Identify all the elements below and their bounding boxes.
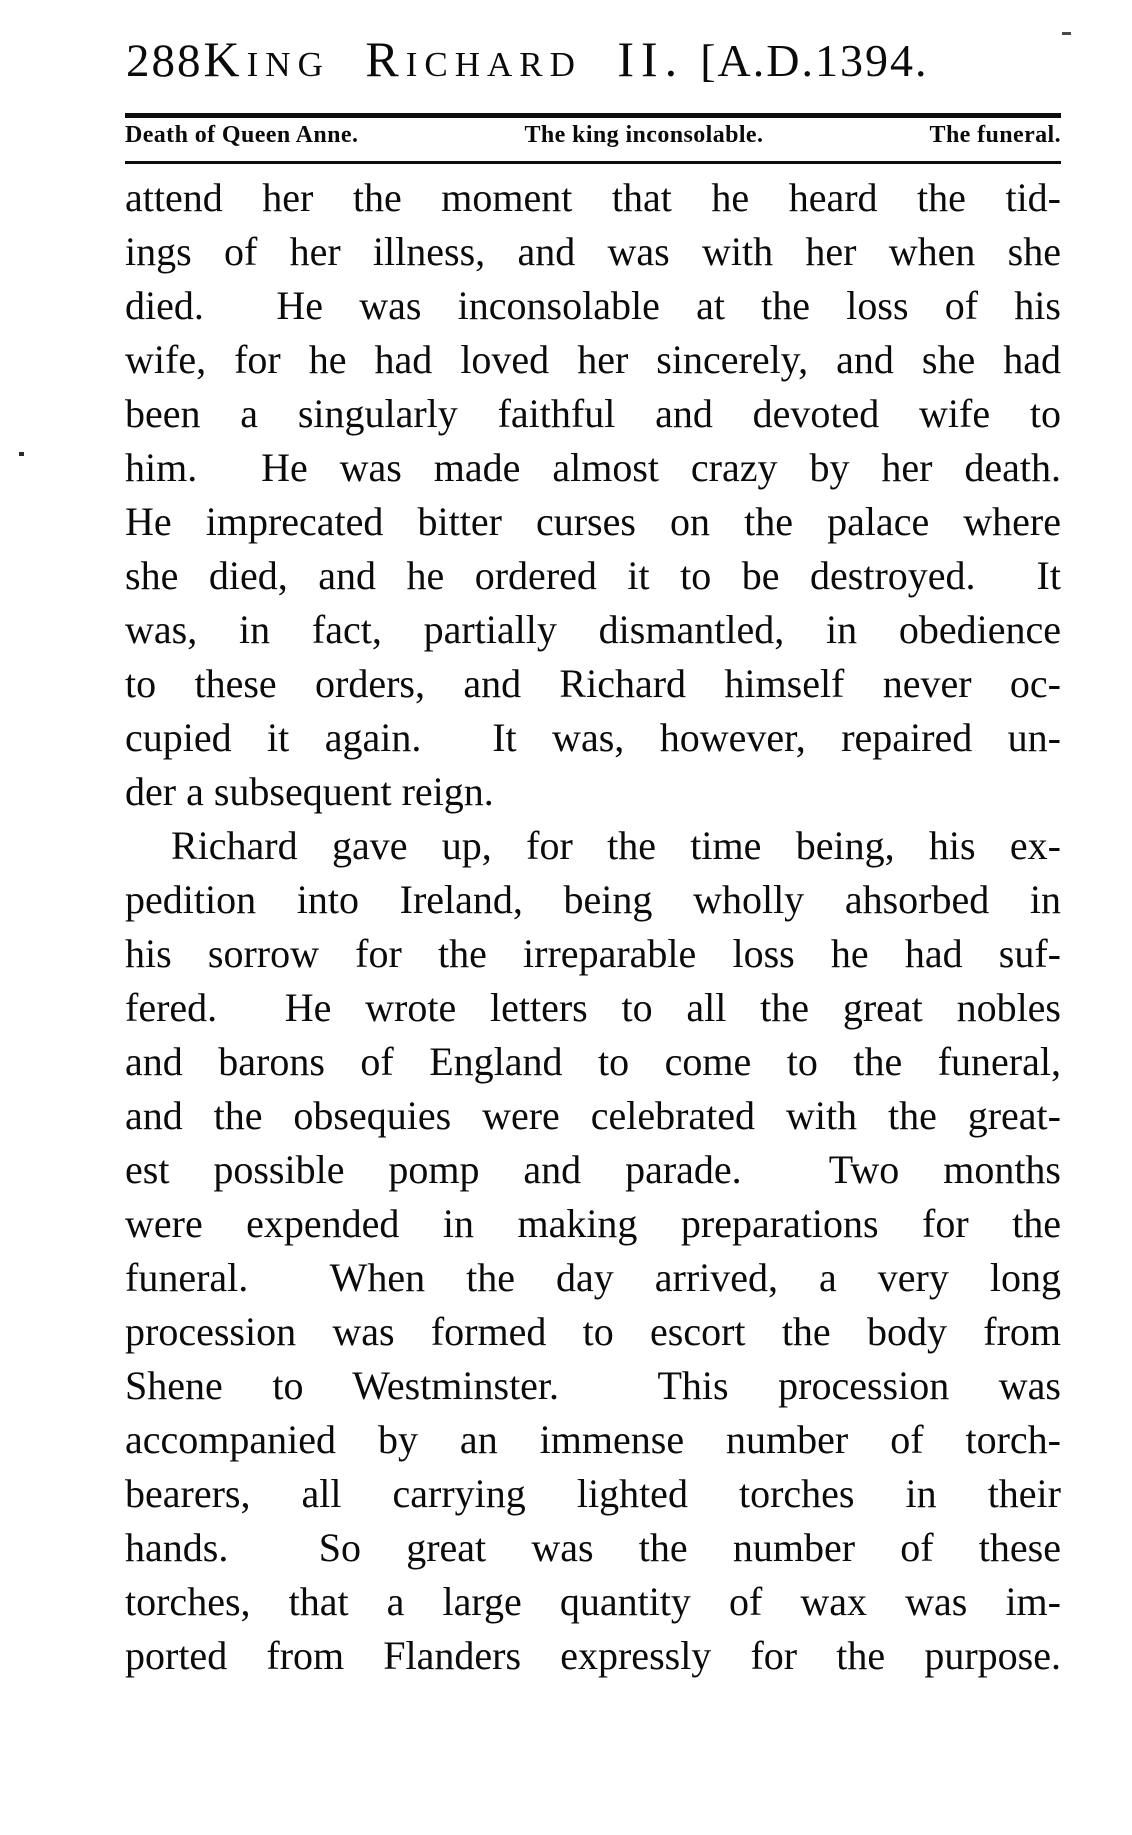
header-rule-top [125,113,1061,118]
text-line: fered. He wrote letters to all the great nobles [125,985,1061,1030]
scan-artifact-dash [1062,32,1071,35]
section-header-center: The king inconsolable. [524,122,764,148]
chapter-title: King Richard II. [203,31,685,87]
text-line: was, in fact, partially dismantled, in obedience [125,607,1061,652]
text-line: to these orders, and Richard himself never oc- [125,661,1061,706]
text-line: been a singularly faithful and devoted wife to [125,391,1061,436]
section-header-left: Death of Queen Anne. [125,122,359,148]
text-line: died. He was inconsolable at the loss of his [125,283,1061,328]
page-number: 288 [126,35,203,87]
text-line-paragraph-end: ported from Flanders expressly for the purpose. [125,1633,1061,1678]
header-rule-bottom [125,161,1061,164]
date-marker: [A.D.1394. [700,35,929,86]
text-line: funeral. When the day arrived, a very long [125,1255,1061,1300]
text-line: his sorrow for the irreparable loss he had suf- [125,931,1061,976]
text-line-paragraph-end: der a subsequent reign. [125,769,494,814]
scan-artifact-dot [19,452,24,456]
text-line: were expended in making preparations for the [125,1201,1061,1246]
text-line: him. He was made almost crazy by her death. [125,445,1061,490]
text-line: bearers, all carrying lighted torches in their [125,1471,1061,1516]
text-line: cupied it again. It was, however, repaired un- [125,715,1061,760]
text-line: pedition into Ireland, being wholly ahsorbed in [125,877,1061,922]
section-headers [125,122,1061,149]
text-line: torches, that a large quantity of wax was im- [125,1579,1061,1624]
text-line: attend her the moment that he heard the tid- [125,175,1061,220]
text-line: wife, for he had loved her sincerely, and she had [125,337,1061,382]
text-line: she died, and he ordered it to be destroyed. It [125,553,1061,598]
page-body [125,171,1061,1683]
text-line: procession was formed to escort the body from [125,1309,1061,1354]
text-line: He imprecated bitter curses on the palace where [125,499,1061,544]
section-header-right: The funeral. [929,122,1061,148]
text-line: ings of her illness, and was with her when she [125,229,1061,274]
text-line: and barons of England to come to the funeral, [125,1039,1061,1084]
text-line: est possible pomp and parade. Two months [125,1147,1061,1192]
text-line: Shene to Westminster. This procession was [125,1363,1061,1408]
text-line-paragraph-start: Richard gave up, for the time being, his ex- [171,823,1061,868]
text-line: accompanied by an immense number of torch- [125,1417,1061,1462]
text-line: hands. So great was the number of these [125,1525,1061,1570]
text-line: and the obsequies were celebrated with the great- [125,1093,1061,1138]
